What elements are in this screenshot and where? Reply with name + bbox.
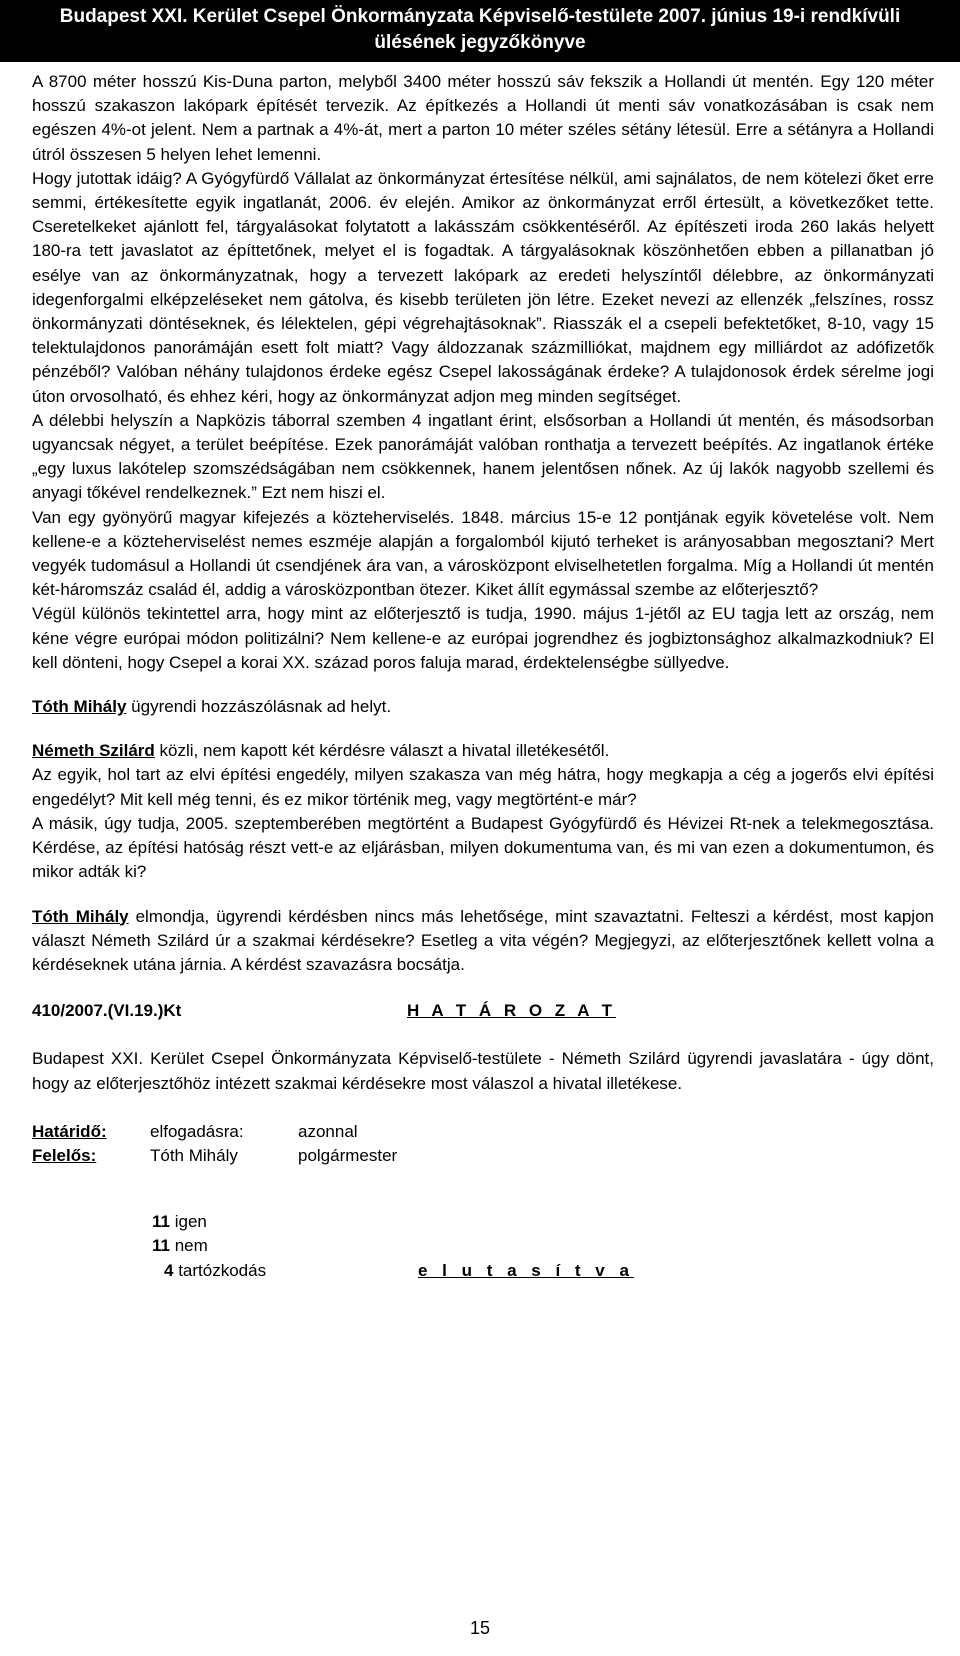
resolution-heading (32, 999, 934, 1023)
paragraph-history: Hogy jutottak idáig? A Gyógyfürdő Vállalat az önkormányzat értesítése nélkül, ami sajnálatos, de nem kötelezi őket erre semmi, értékesítette egyik ingatlanát, 2006. év elején. Amikor az önkormányzat erről értesült, a következőket tette. Cseretelkeket ajánlott fel, tárgyalásokat folytatott a lakásszám csökkentéséről. Az építészeti iroda 260 lakás helyett 180-ra tett javaslatot az építtetőnek, melyet el is fogadtak. A tárgyalásoknak köszönhetően ebben a pillanatban jó esélye van az önkormányzatnak, hogy a tervezett lakópark az eredeti helyszíntől délebbre, az önkormányzati idegenforgalmi elképzeléseket nem gátolva, és kisebb területen jön létre. Ezeket nevezi az ellenzék „felszínes, rossz önkormányzati döntéseknek, és lélektelen, gépi végrehajtásoknak”. Riasszák el a csepeli befektetőket, 8-10, vagy 15 telektulajdonos panorámáján esett folt miatt? Vagy áldozzanak százmilliókat, majdnem egy milliárdot az adófizetők pénzéből? Valóban néhány tulajdonos érdeke egész Csepel lakosságának érdeke? A tulajdonosok érdek sérelme jogi úton orvosolható, és ehhez kéri, hogy az önkormányzat adjon meg minden segítséget. (32, 168, 934, 406)
speaker-name: Németh Szilárd (32, 741, 155, 761)
vote-abstain-row (152, 1259, 934, 1283)
responsible-label: Felelős: (32, 1145, 97, 1165)
deadline-value-2: azonnal (298, 1121, 358, 1141)
resolution-title: H A T Á R O Z A T (407, 1001, 617, 1021)
deadline-value-1: elfogadásra: (150, 1121, 244, 1141)
vote-no: 11 nem (152, 1236, 208, 1256)
document-header (0, 0, 960, 62)
vote-verdict: e l u t a s í t v a (418, 1260, 634, 1280)
responsible-value-1: Tóth Mihály (150, 1145, 238, 1165)
vote-yes: 11 igen (152, 1212, 207, 1232)
header-line-1: Budapest XXI. Kerület Csepel Önkormányzata Képviselő-testülete 2007. június 19-i rendkívüli (59, 6, 901, 27)
paragraph-nemeth: Németh Szilárd közli, nem kapott két kérdésre választ a hivatal illetékesétől. (32, 741, 610, 761)
header-line-2: ülésének jegyzőkönyve (374, 32, 586, 53)
paragraph-toth-procedural: Tóth Mihály ügyrendi hozzászólásnak ad helyt. (32, 697, 392, 717)
paragraph-question-2: A másik, úgy tudja, 2005. szeptemberében megtörtént a Budapest Gyógyfürdő és Hévizei Rt-nek a telekmegosztása. Kérdése, az építési hatóság részt vett-e az eljárásban, milyen dokumentuma van, és mi van ezen a dokumentumon, és mikor adták ki? (32, 813, 934, 882)
document-body (32, 70, 934, 1283)
vote-results (152, 1210, 934, 1283)
responsible-value-2: polgármester (298, 1145, 398, 1165)
paragraph-eu: Végül különös tekintettel arra, hogy mint az előterjesztő is tudja, 1990. május 1-jétől az EU tagja lett az ország, nem kéne végre európai módon politizálni? Nem kellene-e az európai jogrendhez és jogbiztonsághoz alkalmazkodniuk? El kell dönteni, hogy Csepel a korai XX. század poros faluja marad, érdektelenségbe süllyedve. (32, 604, 934, 672)
speaker-name: Tóth Mihály (32, 906, 129, 926)
deadline-label: Határidő: (32, 1121, 107, 1141)
paragraph-public-burden: Van egy gyönyörű magyar kifejezés a közteherviselés. 1848. március 15-e 12 pontjának egyik követelése volt. Nem kellene-e a közteherviselést nemes eszméje alapján a forgalomból kijutó terheket is arányosabban megosztani? Mert vegyék tudomásul a Hollandi út csendjének ára van, a városközpont elviselhetetlen forgalma. Míg a Hollandi út mentén két-háromszáz család él, addig a városközpontban ötezer. Kiket állít egymással szembe az előterjesztő? (32, 507, 934, 600)
paragraph-kis-duna: A 8700 méter hosszú Kis-Duna parton, melyből 3400 méter hosszú sáv fekszik a Hollandi út mentén. Egy 120 méter hosszú szakaszon lakópark építését tervezik. Az építkezés a Hollandi út menti sáv vonatkozásában is csak nem egészen 4%-ot jelent. Nem a partnak a 4%-át, mert a parton 10 méter széles sétány létesül. Erre a sétányra a Hollandi útról összesen 5 helyen lehet lemenni. (32, 72, 934, 164)
page-number: 15 (469, 1618, 491, 1638)
deadline-row (32, 1120, 934, 1144)
vote-abstain: 4 tartózkodás (164, 1260, 267, 1280)
paragraph-southern-site: A délebbi helyszín a Napközis táborral szemben 4 ingatlant érint, elsősorban a Hollandi út mentén, és másodsorban ugyancsak négyet, a terület beépítése. Ezek panorámáját valóban ronthatja a tervezett beépítés. Az ingatlanok értéke „egy luxus lakótelep szomszédságában nem csökkennek, hanem jelentősen nőnek. Az új lakók nagyobb szellemi és anyagi tőkével rendelkeznek.” Ezt nem hiszi el. (32, 410, 934, 503)
resolution-number: 410/2007.(VI.19.)Kt (32, 1001, 182, 1021)
paragraph-question-1: Az egyik, hol tart az elvi építési engedély, milyen szakasza van még hátra, hogy megkapja a cég a jogerős elvi építési engedélyt? Mit kell még tenni, és ez mikor történik meg, vagy megtörtént-e már? (32, 765, 934, 809)
resolution-text: Budapest XXI. Kerület Csepel Önkormányzata Képviselő-testülete - Németh Szilárd ügyrendi javaslatára - úgy dönt, hogy az előterjesztőhöz intézett szakmai kérdésekre most válaszol a hivatal illetékese. (32, 1049, 934, 1093)
speaker-name: Tóth Mihály (32, 697, 127, 717)
paragraph-toth-vote: Tóth Mihály elmondja, ügyrendi kérdésben nincs más lehetősége, mint szavaztatni. Felteszi a kérdést, most kapjon választ Németh Szilárd úr a szakmai kérdésekre? Esetleg a vita végén? Megjegyzi, az előterjesztőnek kellett volna a kérdéseknek utána járnia. A kérdést szavazásra bocsátja. (32, 906, 934, 974)
responsible-row (32, 1144, 934, 1168)
